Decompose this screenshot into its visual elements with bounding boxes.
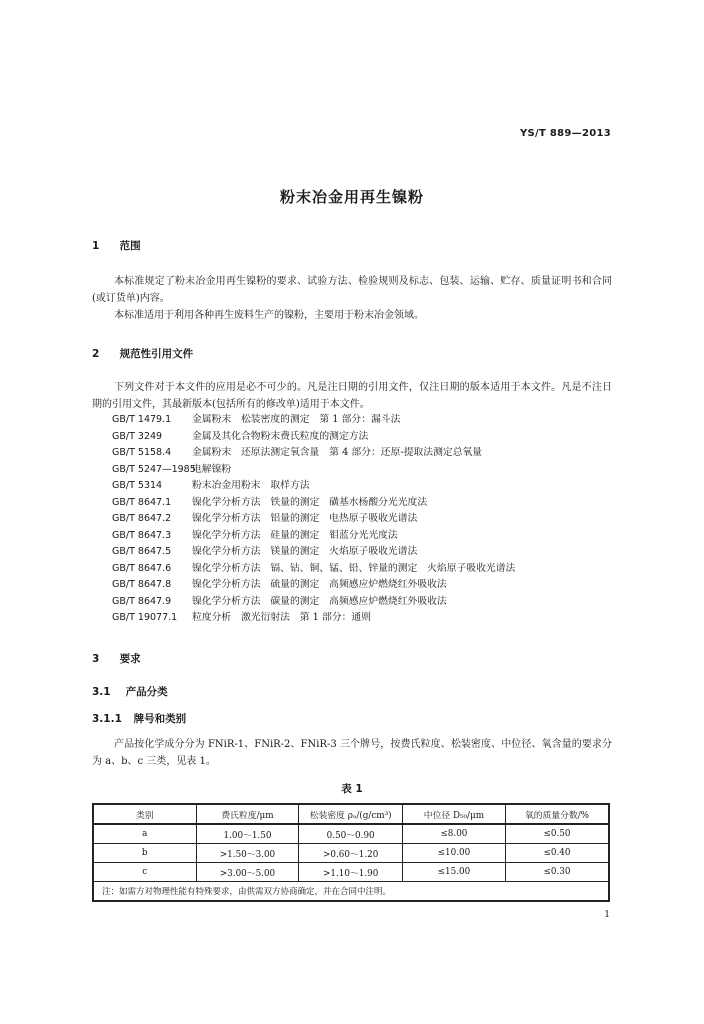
reference-title: 镍化学分析方法 硅量的测定 钼蓝分光光度法 (192, 529, 398, 541)
section-number: 3.1 (92, 686, 111, 698)
reference-item (92, 462, 515, 479)
section-title: 产品分类 (125, 686, 168, 698)
table-note: 注：如需方对物理性能有特殊要求，由供需双方协商确定，并在合同中注明。 (93, 882, 609, 902)
table-1 (92, 803, 610, 902)
reference-title: 镍化学分析方法 碳量的测定 高频感应炉燃烧红外吸收法 (192, 595, 447, 607)
reference-title: 镍化学分析方法 镉、钴、铜、锰、铅、锌量的测定 火焰原子吸收光谱法 (192, 562, 516, 574)
reference-item (92, 511, 515, 528)
section-3-1-1-paragraph: 产品按化学成分分为 FNiR-1、FNiR-2、FNiR-3 三个牌号，按费氏粒度、松装密度、中位径、氧含量的要求分为 a、b、c 三类，见表 1。 (92, 739, 612, 767)
section-1-heading (92, 238, 141, 253)
reference-item (92, 412, 515, 429)
standard-code: YS/T 889—2013 (519, 128, 611, 139)
table-cell: ≤8.00 (402, 824, 505, 844)
table-cell: >1.10～1.90 (299, 863, 402, 882)
reference-title: 镍化学分析方法 镁量的测定 火焰原子吸收光谱法 (192, 546, 418, 557)
reference-code: GB/T 8647.1 (112, 496, 172, 508)
table-cell: >0.60～1.20 (299, 844, 402, 863)
section-3-1-heading (92, 684, 168, 699)
section-2-intro: 下列文件对于本文件的应用是必不可少的。凡是注日期的引用文件，仅注日期的版本适用于本文件。凡是不注日期的引用文件，其最新版本(包括所有的修改单)适用于本文件。 (92, 382, 612, 410)
table-row (93, 844, 609, 863)
reference-title: 粒度分析 激光衍射法 第 1 部分：通则 (192, 612, 372, 623)
table-cell: ≤0.30 (505, 863, 609, 882)
table-cell: a (93, 824, 196, 844)
reference-item (92, 429, 515, 446)
reference-item (92, 528, 515, 545)
section-title: 牌号和类别 (133, 713, 187, 725)
reference-item (92, 594, 515, 611)
reference-title: 镍化学分析方法 铁量的测定 磺基水杨酸分光光度法 (192, 496, 428, 508)
reference-code: GB/T 19077.1 (112, 612, 178, 623)
reference-item (92, 445, 515, 462)
section-number: 1 (92, 240, 100, 252)
table-caption: 表 1 (341, 783, 363, 795)
table-cell: ≤10.00 (402, 844, 505, 863)
table-cell: ≤0.50 (505, 824, 609, 844)
section-number: 3.1.1 (92, 713, 122, 725)
table-header-cell: 氧的质量分数/% (505, 804, 609, 824)
reference-title: 镍化学分析方法 铝量的测定 电热原子吸收光谱法 (192, 513, 418, 524)
reference-item (92, 610, 515, 627)
reference-title: 粉末冶金用粉末 取样方法 (192, 480, 310, 491)
reference-code: GB/T 8647.6 (112, 562, 172, 574)
reference-title: 镍化学分析方法 硫量的测定 高频感应炉燃烧红外吸收法 (192, 579, 447, 590)
reference-item (92, 544, 515, 561)
reference-item (92, 577, 515, 594)
table-header-cell: 类别 (93, 804, 196, 824)
table-cell: ≤15.00 (402, 863, 505, 882)
reference-list (92, 412, 515, 627)
section-1-paragraph-1: 本标准规定了粉末冶金用再生镍粉的要求、试验方法、检验规则及标志、包装、运输、贮存、质量证明书和合同(或订货单)内容。 (92, 276, 612, 304)
section-number: 3 (92, 653, 100, 665)
table-cell: 1.00～1.50 (196, 824, 299, 844)
reference-code: GB/T 8647.3 (112, 529, 172, 541)
reference-code: GB/T 8647.8 (112, 579, 172, 590)
reference-code: GB/T 8647.9 (112, 595, 172, 607)
page-number: 1 (604, 910, 610, 920)
reference-code: GB/T 5158.4 (112, 447, 172, 458)
table-header-row (93, 804, 609, 824)
table-note-row (93, 882, 609, 902)
section-3-heading (92, 651, 141, 666)
section-2-heading (92, 346, 193, 361)
section-title: 规范性引用文件 (119, 348, 194, 360)
table-cell: b (93, 844, 196, 863)
table-cell: >3.00～5.00 (196, 863, 299, 882)
table-row (93, 824, 609, 844)
page-title: 粉末冶金用再生镍粉 (279, 188, 424, 206)
table-cell: >1.50～3.00 (196, 844, 299, 863)
section-number: 2 (92, 348, 100, 360)
table-cell: ≤0.40 (505, 844, 609, 863)
table-cell: c (93, 863, 196, 882)
reference-title: 金属粉末 还原法测定氧含量 第 4 部分：还原-提取法测定总氧量 (192, 447, 483, 458)
reference-code: GB/T 1479.1 (112, 414, 172, 425)
table-cell: 0.50～0.90 (299, 824, 402, 844)
table-header-cell: 中位径 D₅₀/μm (402, 804, 505, 824)
reference-code: GB/T 5247—1985 (112, 463, 196, 475)
section-title: 范围 (119, 240, 141, 252)
section-3-1-1-heading (92, 711, 186, 726)
section-title: 要求 (119, 653, 141, 665)
reference-item (92, 561, 515, 578)
table-row (93, 863, 609, 882)
reference-code: GB/T 8647.2 (112, 513, 172, 524)
table-header-cell: 松装密度 ρₐ/(g/cm³) (299, 804, 402, 824)
reference-code: GB/T 5314 (112, 480, 163, 491)
reference-title: 电解镍粉 (192, 463, 232, 475)
table-header-cell: 费氏粒度/μm (196, 804, 299, 824)
reference-code: GB/T 3249 (112, 430, 163, 442)
reference-item (92, 495, 515, 512)
reference-code: GB/T 8647.5 (112, 546, 172, 557)
reference-title: 金属及其化合物粉末费氏粒度的测定方法 (192, 430, 369, 442)
reference-title: 金属粉末 松装密度的测定 第 1 部分：漏斗法 (192, 414, 401, 425)
reference-item (92, 478, 515, 495)
section-1-paragraph-2: 本标准适用于利用各种再生废料生产的镍粉，主要用于粉末冶金领域。 (114, 310, 424, 321)
